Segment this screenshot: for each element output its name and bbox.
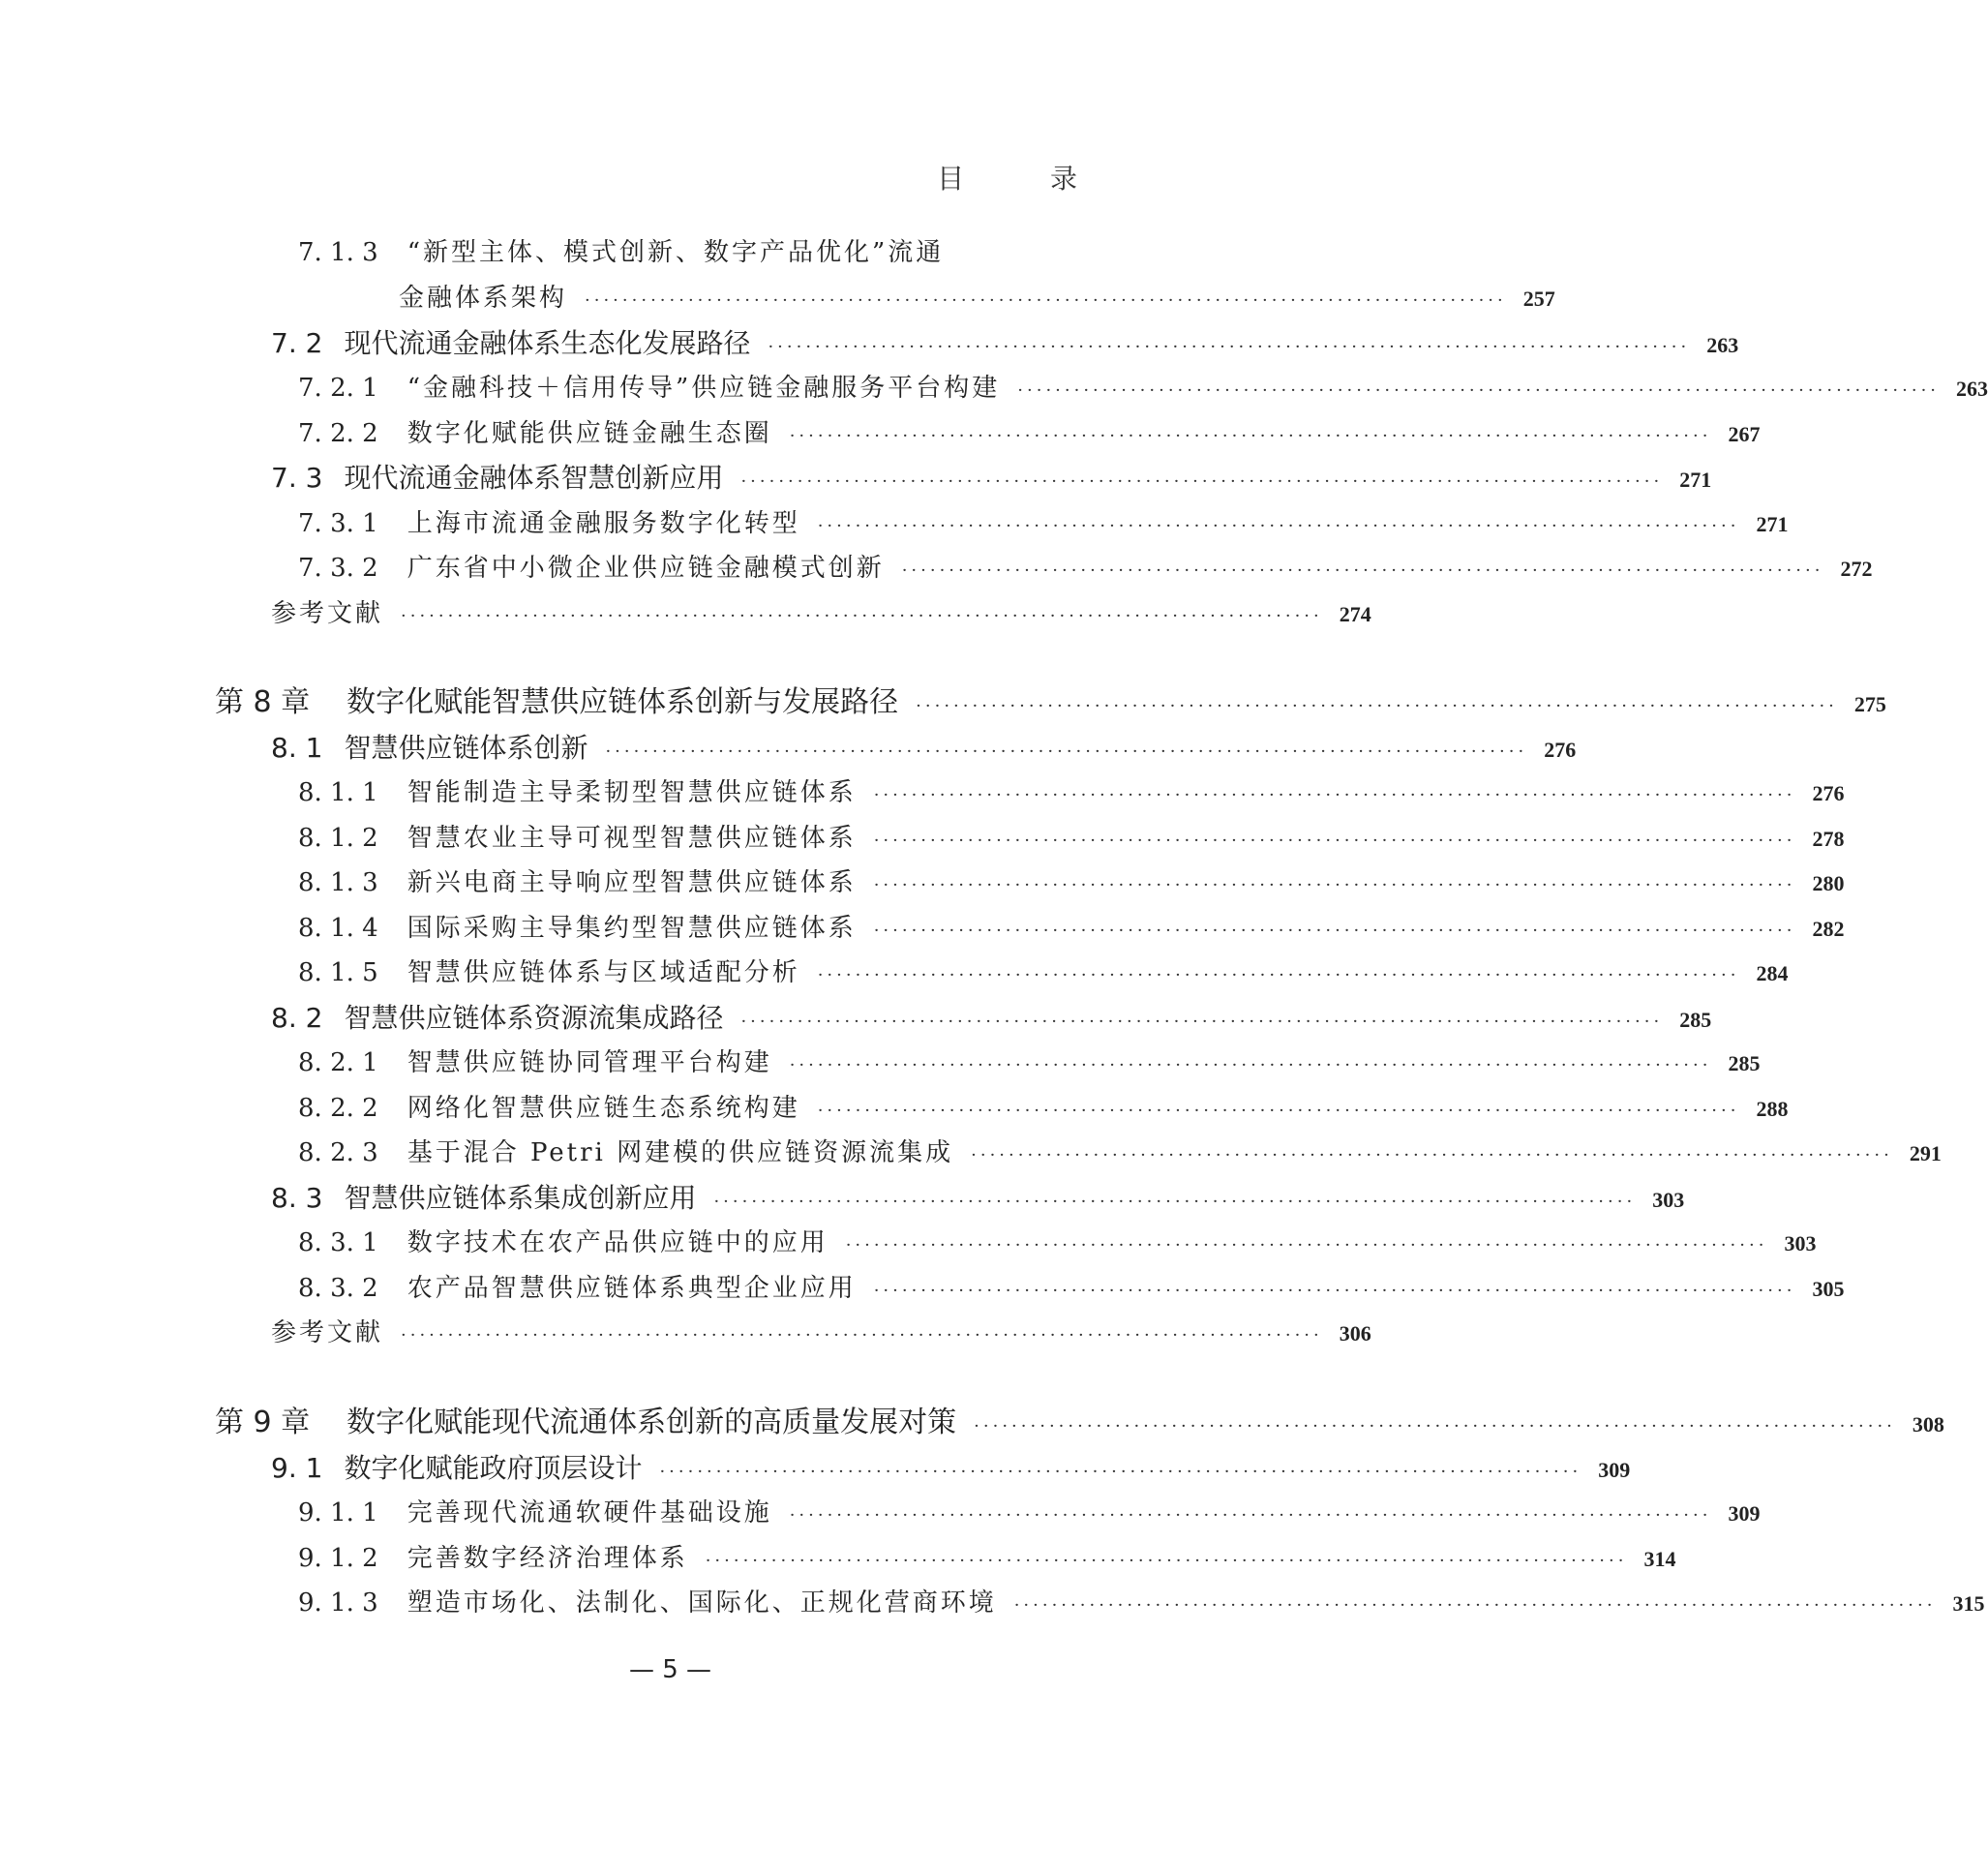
toc-number: 9. 1. 2 — [298, 1544, 378, 1573]
toc-number: 7. 1. 3 — [298, 238, 378, 267]
toc-number: 7. 3. 1 — [298, 509, 378, 538]
toc-entry-7-2-2[interactable] — [298, 411, 1761, 456]
toc-number: 第 9 章 — [215, 1406, 311, 1439]
toc-page: 285 — [1679, 1008, 1712, 1032]
toc-page: 274 — [1339, 602, 1371, 626]
toc-page: 315 — [1952, 1591, 1985, 1616]
dot-leader: ·································································································· — [789, 1505, 1712, 1526]
toc-title: 参考文献 — [271, 599, 384, 628]
dot-leader: ·································································································· — [873, 831, 1796, 851]
toc-entry-8-1-1[interactable] — [298, 771, 1845, 815]
dot-leader: ·································································································· — [705, 1551, 1628, 1571]
toc-title: 智慧供应链体系资源流集成路径 — [344, 1002, 724, 1034]
toc-title: 完善数字经济治理体系 — [407, 1544, 688, 1573]
dot-leader: ·································································································· — [740, 471, 1664, 492]
toc-entry-7-2[interactable] — [271, 321, 1739, 366]
dot-leader: ·································································································· — [873, 921, 1796, 941]
toc-title: 网络化智慧供应链生态系统构建 — [407, 1094, 800, 1123]
dot-leader: ·································································································· — [659, 1462, 1582, 1482]
toc-entry-chapter-9[interactable] — [215, 1401, 1944, 1445]
toc-page: 288 — [1756, 1097, 1789, 1121]
toc-entry-8-1-4[interactable] — [298, 906, 1845, 951]
toc-entry-references-7[interactable] — [271, 591, 1371, 636]
toc-entry-9-1[interactable] — [271, 1446, 1631, 1491]
toc-entry-8-1-5[interactable] — [298, 951, 1789, 995]
toc-entry-8-1-3[interactable] — [298, 861, 1845, 905]
toc-number: 8. 3. 2 — [298, 1274, 378, 1303]
toc-number: 7. 3 — [271, 462, 323, 494]
dot-leader: ·································································································· — [817, 516, 1740, 536]
toc-entry-8-1-2[interactable] — [298, 816, 1845, 861]
toc-title: 智慧农业主导可视型智慧供应链体系 — [407, 824, 857, 853]
toc-entry-7-3-1[interactable] — [298, 501, 1789, 546]
toc-title: 新兴电商主导响应型智慧供应链体系 — [407, 868, 857, 897]
toc-number: 7. 2. 1 — [298, 374, 378, 403]
toc-number: 8. 3 — [271, 1182, 323, 1214]
dot-leader: ·································································································· — [916, 696, 1838, 716]
dot-leader: ·································································································· — [401, 1325, 1323, 1346]
toc-page: 263 — [1956, 377, 1988, 401]
toc-page: 285 — [1728, 1051, 1761, 1075]
toc-entry-7-2-1[interactable] — [298, 366, 1988, 410]
toc-title: 智慧供应链体系集成创新应用 — [344, 1182, 697, 1214]
toc-title: 数字化赋能供应链金融生态圈 — [407, 419, 772, 448]
toc-page: 271 — [1679, 468, 1712, 492]
toc-title: 智能制造主导柔韧型智慧供应链体系 — [407, 778, 857, 807]
toc-entry-8-2-1[interactable] — [298, 1041, 1761, 1085]
toc-number: 9. 1 — [271, 1452, 323, 1484]
toc-page: 303 — [1784, 1231, 1817, 1255]
dot-leader: ·································································································· — [1017, 380, 1941, 401]
toc-page: 309 — [1598, 1458, 1631, 1482]
toc-page: 308 — [1912, 1412, 1944, 1436]
dot-leader: ·································································································· — [713, 1192, 1637, 1212]
toc-entry-8-3-1[interactable] — [298, 1221, 1817, 1265]
dot-leader: ·································································································· — [845, 1235, 1768, 1255]
toc-number: 8. 2. 2 — [298, 1094, 378, 1123]
toc-title: 基于混合 Petri 网建模的供应链资源流集成 — [407, 1138, 954, 1167]
toc-page: 263 — [1706, 333, 1739, 357]
toc-entry-7-3-2[interactable] — [298, 546, 1873, 590]
toc-number: 8. 1 — [271, 732, 323, 764]
toc-entry-references-8[interactable] — [271, 1311, 1371, 1355]
toc-title: 现代流通金融体系生态化发展路径 — [344, 327, 751, 359]
toc-title: 数字化赋能智慧供应链体系创新与发展路径 — [346, 685, 899, 719]
toc-entry-9-1-3[interactable] — [298, 1581, 1985, 1625]
toc-title: 智慧供应链体系创新 — [344, 732, 588, 764]
toc-entry-7-3[interactable] — [271, 456, 1712, 500]
toc-page: 284 — [1756, 961, 1789, 985]
toc-number: 8. 3. 1 — [298, 1228, 378, 1257]
toc-page: 314 — [1643, 1547, 1676, 1571]
dot-leader: ·································································································· — [873, 875, 1796, 895]
dot-leader: ·································································································· — [873, 1281, 1796, 1301]
toc-entry-8-3[interactable] — [271, 1176, 1685, 1221]
toc-title: 农产品智慧供应链体系典型企业应用 — [407, 1274, 857, 1303]
toc-title: 金融体系架构 — [399, 284, 568, 313]
toc-number: 8. 1. 5 — [298, 958, 378, 987]
toc-number: 7. 2. 2 — [298, 419, 378, 448]
toc-page: 305 — [1812, 1277, 1845, 1301]
toc-number: 8. 2 — [271, 1002, 323, 1034]
toc-title: 国际采购主导集约型智慧供应链体系 — [407, 914, 857, 943]
toc-page: 271 — [1756, 512, 1789, 536]
dot-leader: ·································································································· — [401, 606, 1323, 626]
dot-leader: ·································································································· — [740, 1012, 1664, 1032]
toc-page: 303 — [1652, 1188, 1685, 1212]
toc-page: 272 — [1840, 557, 1873, 581]
toc-page: 276 — [1544, 738, 1577, 762]
toc-entry-chapter-8[interactable] — [215, 680, 1886, 725]
toc-title: 数字化赋能政府顶层设计 — [344, 1452, 643, 1484]
toc-entry-8-2[interactable] — [271, 996, 1712, 1041]
toc-title: 智慧供应链体系与区域适配分析 — [407, 958, 800, 987]
dot-leader: ·································································································· — [974, 1416, 1896, 1436]
dot-leader: ·································································································· — [817, 1101, 1740, 1121]
toc-number: 8. 1. 4 — [298, 914, 378, 943]
dot-leader: ·································································································· — [789, 1055, 1712, 1075]
toc-title: 完善现代流通软硬件基础设施 — [407, 1498, 772, 1527]
toc-page: 278 — [1812, 827, 1845, 851]
toc-number: 9. 1. 3 — [298, 1588, 378, 1618]
toc-page: 275 — [1853, 692, 1886, 716]
toc-title: 参考文献 — [271, 1318, 384, 1347]
toc-entry-8-2-2[interactable] — [298, 1086, 1789, 1131]
toc-entry-8-3-2[interactable] — [298, 1266, 1845, 1311]
toc-page: 306 — [1339, 1321, 1371, 1346]
toc-entry-8-1[interactable] — [271, 726, 1577, 771]
dot-leader: ·································································································· — [585, 290, 1507, 311]
toc-number: 8. 1. 2 — [298, 824, 378, 853]
toc-number: 第 8 章 — [215, 685, 311, 719]
toc-page: 291 — [1909, 1141, 1942, 1165]
toc-title: 数字化赋能现代流通体系创新的高质量发展对策 — [346, 1406, 957, 1439]
toc-page: 276 — [1812, 781, 1845, 805]
toc-title: 现代流通金融体系智慧创新应用 — [344, 462, 724, 494]
toc-title: 上海市流通金融服务数字化转型 — [407, 509, 800, 538]
toc-entry-7-1-3[interactable] — [298, 230, 1116, 275]
dot-leader: ·································································································· — [768, 337, 1691, 357]
toc-page: 309 — [1728, 1501, 1761, 1526]
dot-leader: ·································································································· — [605, 741, 1528, 762]
running-header: 目 录 — [937, 163, 1116, 195]
toc-title: 广东省中小微企业供应链金融模式创新 — [407, 554, 885, 583]
dot-leader: ·································································································· — [789, 426, 1712, 446]
toc-number: 8. 2. 1 — [298, 1048, 378, 1077]
toc-entry-8-2-3[interactable] — [298, 1131, 1942, 1175]
toc-title: “金融科技＋信用传导”供应链金融服务平台构建 — [407, 374, 1001, 403]
toc-entry-9-1-1[interactable] — [298, 1491, 1761, 1535]
toc-page: 282 — [1812, 917, 1845, 941]
toc-title: 智慧供应链协同管理平台构建 — [407, 1048, 772, 1077]
toc-page: 280 — [1812, 871, 1845, 895]
toc-number: 7. 3. 2 — [298, 554, 378, 583]
dot-leader: ·································································································· — [817, 965, 1740, 985]
toc-number: 8. 1. 1 — [298, 778, 378, 807]
toc-title: “新型主体、模式创新、数字产品优化”流通 — [407, 238, 945, 267]
dot-leader: ·································································································· — [901, 560, 1824, 581]
dot-leader: ·································································································· — [873, 785, 1796, 805]
dot-leader: ·································································································· — [1013, 1595, 1937, 1616]
dot-leader: ·································································································· — [971, 1145, 1893, 1165]
toc-number: 8. 2. 3 — [298, 1138, 378, 1167]
toc-number: 9. 1. 1 — [298, 1498, 378, 1527]
toc-page: 267 — [1728, 422, 1761, 446]
page-number: — 5 — — [628, 1655, 712, 1684]
toc-number: 8. 1. 3 — [298, 868, 378, 897]
toc-page: 257 — [1522, 287, 1555, 311]
toc-number: 7. 2 — [271, 327, 323, 359]
toc-title: 塑造市场化、法制化、国际化、正规化营商环境 — [407, 1588, 997, 1618]
toc-entry-9-1-2[interactable] — [298, 1536, 1676, 1581]
toc-title: 数字技术在农产品供应链中的应用 — [407, 1228, 828, 1257]
toc-entry-7-1-3-cont[interactable] — [399, 276, 1555, 320]
